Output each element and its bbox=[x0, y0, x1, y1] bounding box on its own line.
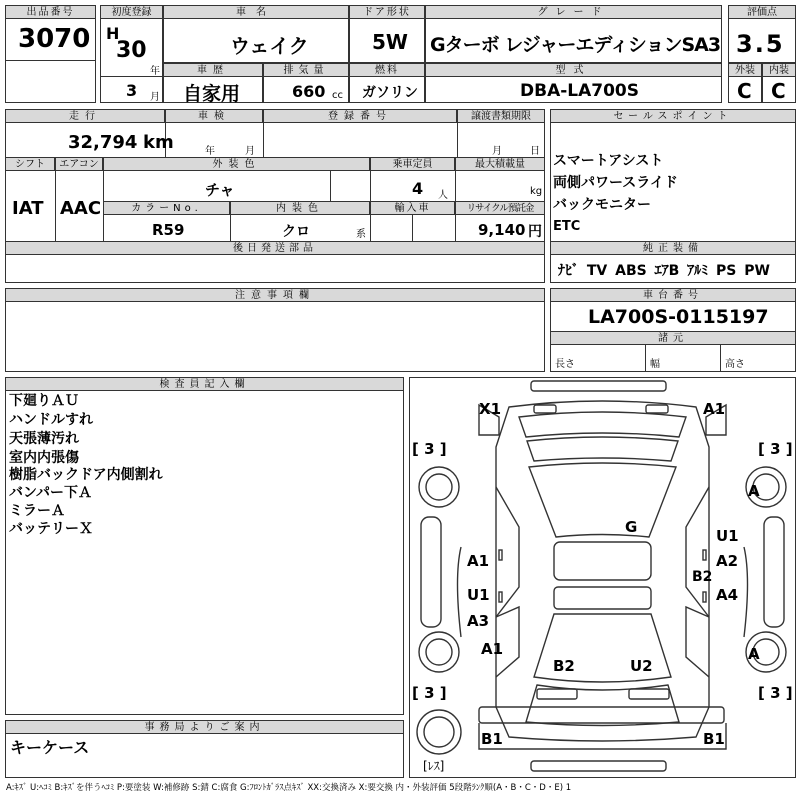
interior-grade: C bbox=[771, 79, 786, 103]
lot-number: 3070 bbox=[18, 24, 91, 54]
height-label: 高さ bbox=[725, 359, 745, 370]
exterior-header: 外装 bbox=[728, 63, 762, 77]
ac-header: エアコン bbox=[55, 157, 103, 171]
inspection-month-unit: 月 bbox=[245, 146, 255, 157]
damage-mark: U2 bbox=[630, 657, 653, 675]
inspector-line: 室内内張傷 bbox=[9, 450, 79, 466]
interior-color: クロ bbox=[282, 224, 310, 240]
color-no: R59 bbox=[152, 221, 185, 239]
damage-mark: G bbox=[625, 518, 638, 536]
equipment: ﾅﾋﾞ TV ABS ｴｱB ｱﾙﾐ PS PW bbox=[558, 263, 770, 279]
mileage-header: 走行 bbox=[5, 109, 165, 123]
sales-item: バックモニター bbox=[553, 197, 651, 213]
inspector-header: 検査員記入欄 bbox=[5, 377, 404, 391]
capacity-unit: 人 bbox=[438, 190, 448, 201]
displacement-header: 排気量 bbox=[263, 63, 349, 77]
width-label: 幅 bbox=[650, 359, 660, 370]
model-header: 型式 bbox=[425, 63, 722, 77]
inspector-line: 天張薄汚れ bbox=[9, 431, 79, 447]
transfer-day-unit: 日 bbox=[530, 146, 540, 157]
capacity-header: 乗車定員 bbox=[370, 157, 455, 171]
legend: A:ｷｽﾞ U:ﾍｺﾐ B:ｷｽﾞを伴うﾍｺﾐ P:要塗装 W:補修跡 S:錆 C:腐食 G:ﾌﾛﾝﾄｶﾞﾗｽ点ｷｽﾞ XX:交換済み X:要交換 内・外装評価 5段階ﾗﾝｸ順(A・B・C・D・E) 1 bbox=[6, 783, 572, 793]
max-load-unit: kg bbox=[530, 186, 543, 197]
tread-front-right: [ 3 ] bbox=[758, 440, 793, 458]
specs-header: 諸元 bbox=[550, 331, 796, 345]
inspector-line: 樹脂バックドア内側割れ bbox=[9, 467, 163, 483]
ac: AAC bbox=[60, 198, 102, 219]
sales-item: スマートアシスト bbox=[553, 153, 664, 169]
inspector-line: バッテリーＸ bbox=[9, 521, 93, 537]
mileage-unit: km bbox=[143, 132, 174, 153]
car-name: ウェイク bbox=[230, 34, 309, 58]
sales-item: ETC bbox=[553, 219, 581, 234]
fuel: ガソリン bbox=[362, 85, 418, 101]
exterior-grade: C bbox=[737, 79, 752, 103]
damage-mark: B1 bbox=[481, 730, 503, 748]
inspector-line: ハンドルすれ bbox=[9, 412, 93, 428]
damage-mark: X1 bbox=[479, 400, 502, 418]
car-diagram bbox=[409, 377, 796, 778]
history-header: 車歴 bbox=[163, 63, 263, 77]
interior-header: 内装 bbox=[762, 63, 796, 77]
month-unit: 月 bbox=[150, 92, 160, 103]
office-header: 事務局よりご案内 bbox=[5, 720, 404, 734]
damage-mark: U1 bbox=[716, 527, 739, 545]
score-header: 評価点 bbox=[728, 5, 796, 19]
equipment-header: 純正装備 bbox=[550, 241, 796, 255]
recycle-header: リサイクル預託金 bbox=[455, 201, 545, 215]
later-parts-header: 後日発送部品 bbox=[5, 241, 545, 255]
car-name-header: 車名 bbox=[163, 5, 349, 19]
score: 3.5 bbox=[736, 30, 785, 58]
color-header: 外装色 bbox=[103, 157, 370, 171]
model: DBA-LA700S bbox=[520, 81, 639, 101]
shift: IAT bbox=[12, 198, 44, 219]
mileage: 32,794 bbox=[68, 132, 138, 153]
transfer-header: 譲渡書類期限 bbox=[457, 109, 545, 123]
chassis-number: LA700S-0115197 bbox=[588, 306, 769, 328]
reg-year: 30 bbox=[116, 38, 147, 63]
damage-mark: B2 bbox=[553, 657, 575, 675]
tyre-mark: A bbox=[748, 482, 760, 500]
damage-mark: A2 bbox=[716, 552, 739, 570]
import-header: 輸入車 bbox=[370, 201, 455, 215]
tread-front-left: [ 3 ] bbox=[412, 440, 447, 458]
year-unit: 年 bbox=[150, 66, 160, 77]
fuel-header: 燃料 bbox=[349, 63, 425, 77]
reg-month: 3 bbox=[126, 81, 138, 100]
damage-mark: U1 bbox=[467, 586, 490, 604]
displacement: 660 bbox=[292, 82, 326, 101]
grade-header: グレード bbox=[425, 5, 722, 19]
color-no-header: カラーNo. bbox=[103, 201, 230, 215]
damage-mark: A3 bbox=[467, 612, 490, 630]
door-header: ドア形状 bbox=[349, 5, 425, 19]
office-text: キーケース bbox=[10, 738, 90, 757]
first-reg-header: 初度登録 bbox=[100, 5, 163, 19]
sales-header: セールスポイント bbox=[550, 109, 796, 123]
chassis-header: 車台番号 bbox=[550, 288, 796, 302]
plate-header: 登録番号 bbox=[263, 109, 457, 123]
damage-mark: A1 bbox=[481, 640, 504, 658]
inspector-line: ミラーＡ bbox=[9, 503, 65, 519]
interior-color-header: 内装色 bbox=[230, 201, 370, 215]
displacement-unit: cc bbox=[332, 90, 343, 101]
grade: Gターボ レジャーエディションSA3 bbox=[430, 34, 721, 56]
shift-header: シフト bbox=[5, 157, 55, 171]
damage-mark: A1 bbox=[467, 552, 490, 570]
era: H bbox=[106, 24, 120, 43]
inspector-line: バンパー下Ａ bbox=[9, 485, 93, 501]
tread-rear-right: [ 3 ] bbox=[758, 684, 793, 702]
damage-mark: B1 bbox=[703, 730, 725, 748]
inspection-header: 車検 bbox=[165, 109, 263, 123]
damage-mark: A4 bbox=[716, 586, 739, 604]
max-load-header: 最大積載量 bbox=[455, 157, 545, 171]
inspection-year-unit: 年 bbox=[205, 146, 215, 157]
capacity: 4 bbox=[412, 179, 424, 198]
damage-mark: A1 bbox=[703, 400, 726, 418]
interior-color-unit: 系 bbox=[356, 229, 366, 240]
transfer-month-unit: 月 bbox=[492, 146, 502, 157]
notes-header: 注意事項欄 bbox=[5, 288, 545, 302]
color: チャ bbox=[205, 181, 235, 199]
tread-rear-left: [ 3 ] bbox=[412, 684, 447, 702]
recycle-unit: 円 bbox=[528, 224, 542, 240]
door-type: 5W bbox=[372, 30, 408, 54]
spare-tyre-label: [ﾚｽ] bbox=[423, 759, 445, 773]
sales-item: 両側パワースライド bbox=[553, 175, 678, 191]
recycle: 9,140 bbox=[478, 221, 526, 239]
length-label: 長さ bbox=[555, 359, 575, 370]
inspector-line: 下廻りＡＵ bbox=[9, 393, 79, 409]
tyre-mark: A bbox=[748, 645, 760, 663]
lot-header: 出品番号 bbox=[5, 5, 96, 19]
history: 自家用 bbox=[183, 83, 241, 105]
lot-box bbox=[5, 5, 96, 103]
damage-mark: B2 bbox=[692, 569, 713, 585]
